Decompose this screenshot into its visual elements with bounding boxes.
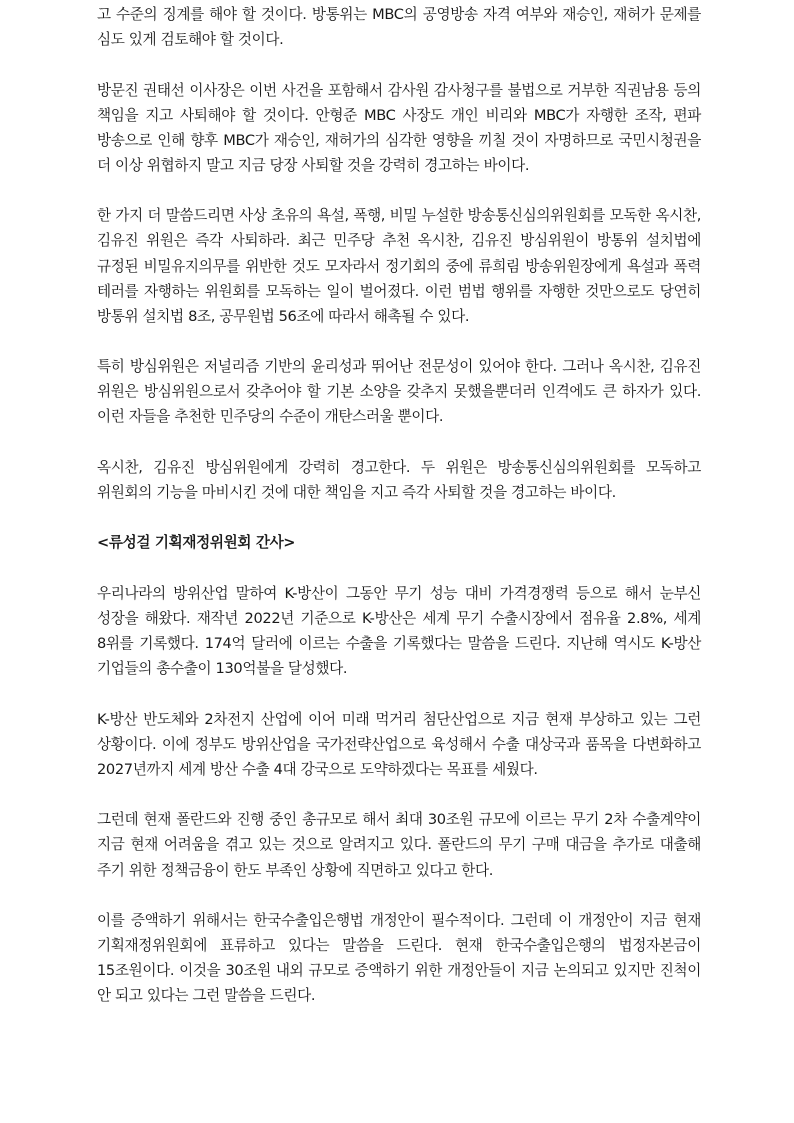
section-paragraph-3: 그런데 현재 폴란드와 진행 중인 총규모로 해서 최대 30조원 규모에 이르는 무기 2차 수출계약이 지금 현재 어려움을 겪고 있는 것으로 알려지고 있다. 폴란드의 무기 구매 대금을 추가로 대출해 주기 위한 정책금융이 한도 부족인 상황에 직면하고 있다고 한다. — [97, 811, 701, 879]
paragraph-4: 특히 방심위원은 저널리즘 기반의 윤리성과 뛰어난 전문성이 있어야 한다. 그러나 옥시찬, 김유진 위원은 방심위원으로서 갖추어야 할 기본 소양을 갖추지 못했을뿐더러 인격에도 큰 하자가 있다. 이런 자들을 추천한 민주당의 수준이 개탄스러울 뿐이다. — [97, 358, 701, 426]
paragraph-5: 옥시찬, 김유진 방심위원에게 강력히 경고한다. 두 위원은 방송통신심의위원회를 모독하고 위원회의 기능을 마비시킨 것에 대한 책임을 지고 즉각 사퇴할 것을 경고하는 바이다. — [97, 458, 701, 501]
section-paragraph-4: 이를 증액하기 위해서는 한국수출입은행법 개정안이 필수적이다. 그런데 이 개정안이 지금 현재 기획재정위원회에 표류하고 있다는 말씀을 드린다. 현재 한국수출입은행의 법정자본금이 15조원이다. 이것을 30조원 내외 규모로 증액하기 위한 개정안들이 지금 논의되고 있지만 진척이 안 되고 있다는 그런 말씀을 드린다. — [97, 912, 701, 1005]
document-page — [97, 0, 701, 1008]
paragraph-1: 고 수준의 징계를 해야 할 것이다. 방통위는 MBC의 공영방송 자격 여부와 재승인, 재허가 문제를 심도 있게 검토해야 할 것이다. — [97, 6, 701, 49]
section-paragraph-1: 우리나라의 방위산업 말하여 K-방산이 그동안 무기 성능 대비 가격경쟁력 등으로 해서 눈부신 성장을 해왔다. 재작년 2022년 기준으로 K-방산은 세계 무기 수출시장에서 점유율 2.8%, 세계 8위를 기록했다. 174억 달러에 이르는 수출을 기록했다는 말씀을 드린다. 지난해 역시도 K-방산 기업들의 총수출이 130억불을 달성했다. — [97, 584, 701, 678]
paragraph-2: 방문진 권태선 이사장은 이번 사건을 포함해서 감사원 감사청구를 불법으로 거부한 직권남용 등의 책임을 지고 사퇴해야 할 것이다. 안형준 MBC 사장도 개인 비리와 MBC가 자행한 조작, 편파 방송으로 인해 향후 MBC가 재승인, 재허가의 심각한 영향을 끼칠 것이 자명하므로 국민시청권을 더 이상 위협하지 말고 지금 당장 사퇴할 것을 강력히 경고하는 바이다. — [97, 81, 701, 174]
paragraph-3: 한 가지 더 말씀드리면 사상 초유의 욕설, 폭행, 비밀 누설한 방송통신심의위원회를 모독한 옥시찬, 김유진 위원은 즉각 사퇴하라. 최근 민주당 추천 옥시찬, 김유진 방심위원이 방통위 설치법에 규정된 비밀유지의무를 위반한 것도 모자라서 정기회의 중에 류희림 방송위원장에게 욕설과 폭력 테러를 자행하는 위원회를 모독하는 일이 벌어졌다. 이런 범법 행위를 자행한 것만으로도 당연히 방통위 설치법 8조, 공무원법 56조에 따라서 해촉될 수 있다. — [97, 207, 701, 325]
section-heading: <류성걸 기획재정위원회 간사> — [97, 534, 296, 552]
section-paragraph-2: K-방산 반도체와 2차전지 산업에 이어 미래 먹거리 첨단산업으로 지금 현재 부상하고 있는 그런 상황이다. 이에 정부도 방위산업을 국가전략산업으로 육성해서 수출 대상국과 품목을 다변화하고 2027년까지 세계 방산 수출 4대 강국으로 도약하겠다는 목표를 세웠다. — [97, 710, 701, 778]
